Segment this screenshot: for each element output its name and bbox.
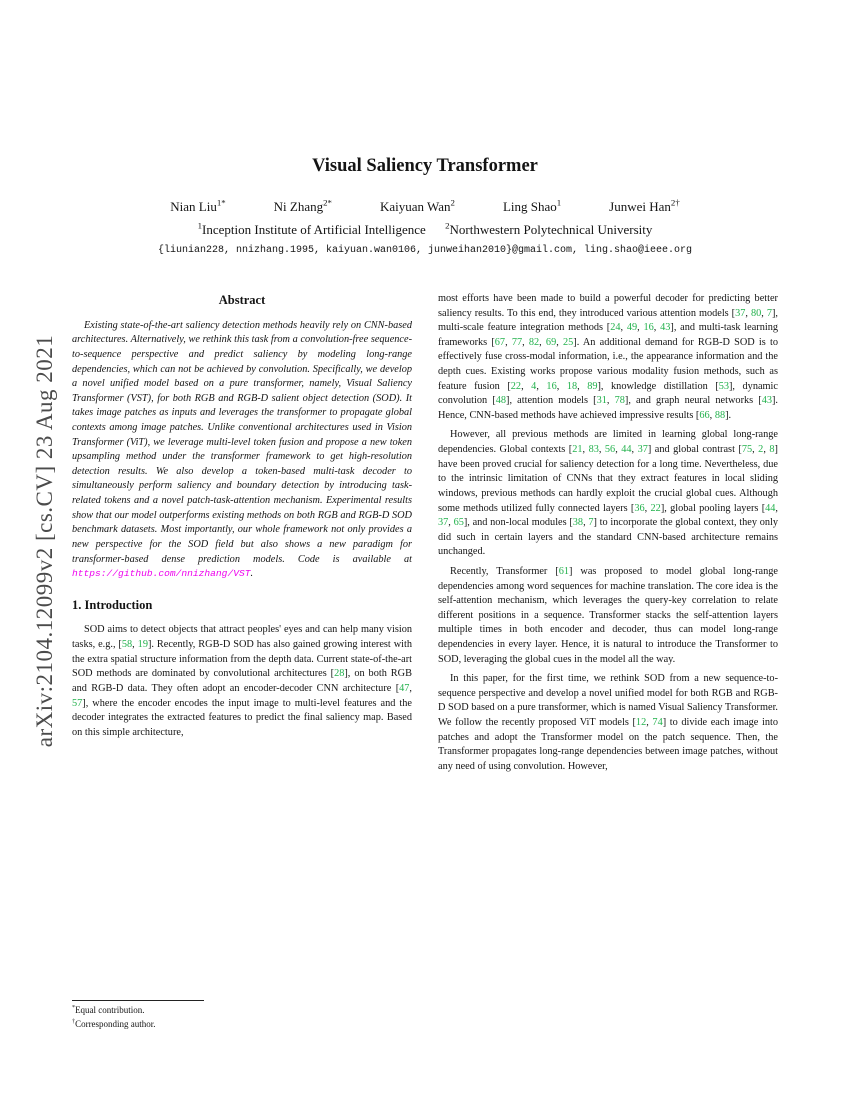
citation-link[interactable]: 75 xyxy=(741,444,753,456)
citation-link[interactable]: 66 xyxy=(699,409,710,421)
right-column xyxy=(438,292,778,780)
citation-link[interactable]: 43 xyxy=(761,395,772,407)
intro-paragraph: SOD aims to detect objects that attract peoples' eyes and can help many vision tasks, e.g., [58, 19]. Recently, RGB-D SOD has also gained growing interest with the extra spatial structure information from the depth data. Current state-of-the-art SOD methods are dominated by convolutional architectures [28], on both RGB and RGB-D data. They often adopt an encoder-decoder CNN architecture [47, 57], where the encoder encodes the input image to multi-level features and the decoder integrates the extracted features to predict the final saliency map. Based on this simple architecture, xyxy=(72,624,413,738)
affiliation-text: Inception Institute of Artificial Intelligence xyxy=(202,222,426,237)
citation-link[interactable]: 7 xyxy=(588,517,594,529)
author-name xyxy=(380,199,455,215)
author-affmark: 1* xyxy=(216,197,226,208)
citation-link[interactable]: 31 xyxy=(596,395,607,407)
author-name xyxy=(609,199,680,215)
author-affmark: 2 xyxy=(450,197,455,208)
footnote-marker: * xyxy=(72,1005,76,1011)
affiliation-text: Northwestern Polytechnical University xyxy=(449,222,653,237)
citation-link[interactable]: 47 xyxy=(399,682,410,694)
citation-link[interactable]: 16 xyxy=(546,380,557,392)
affiliation-mark: 1 xyxy=(197,220,203,231)
citation-link[interactable]: 21 xyxy=(572,444,583,456)
citation-link[interactable]: 24 xyxy=(610,322,621,334)
citation-link[interactable]: 82 xyxy=(528,336,540,348)
citation-link[interactable]: 38 xyxy=(572,517,584,529)
citation-link[interactable]: 12 xyxy=(635,717,647,729)
footnote-text: Corresponding author. xyxy=(75,1018,156,1029)
affiliation-list xyxy=(0,222,850,238)
abstract-text: Existing state-of-the-art saliency detection methods heavily rely on CNN-based architectures. Alternatively, we rethink this task from a convolution-free sequence-to-sequence perspective and predict saliency by modeling long-range dependencies, which can not be achieved by convolution. Specifically, we develop a novel unified model based on a pure transformer, namely, Visual Saliency Transformer (VST), for both RGB and RGB-D salient object detection (SOD). It takes image patches as inputs and leverages the transformer to propagate global contexts among image patches. Unlike conventional architectures used in Vision Transformer (ViT), we leverage multi-level token fusion and propose a new token upsampling method under the transformer framework to get high-resolution detection results. We also develop a token-based multi-task decoder to simultaneously perform saliency and boundary detection by introducing task-related tokens and a novel patch-task-attention mechanism. Experimental results show that our model outperforms existing methods on both RGB and RGB-D SOD benchmark datasets. Most importantly, our whole framework not only provides a new perspective for the SOD field but also shows a new paradigm for transformer-based dense prediction models. Code is available at https://github.com/nnizhang/VST. xyxy=(72,319,412,580)
citation-link[interactable]: 44 xyxy=(621,444,632,456)
affiliation xyxy=(198,222,426,237)
citation-link[interactable]: 48 xyxy=(495,395,507,407)
citation-link[interactable]: 22 xyxy=(510,380,522,392)
citation-link[interactable]: 37 xyxy=(438,517,449,529)
author-text: Ni Zhang xyxy=(273,199,324,214)
citation-link[interactable]: 37 xyxy=(637,444,648,456)
author-emails: {liunian228, nnizhang.1995, kaiyuan.wan0106, junweihan2010}@gmail.com, ling.shao@ieee.org xyxy=(157,245,693,256)
citation-link[interactable]: 44 xyxy=(765,502,776,514)
section-heading-introduction: 1. Introduction xyxy=(72,597,153,612)
author-affmark: 2* xyxy=(323,197,332,208)
citation-link[interactable]: 36 xyxy=(634,502,645,514)
footnote-rule xyxy=(72,1000,204,1001)
citation-link[interactable]: 58 xyxy=(121,639,133,651)
author-affmark: 1 xyxy=(556,197,562,208)
citation-link[interactable]: 88 xyxy=(714,409,726,421)
citation-link[interactable]: 43 xyxy=(660,322,671,334)
citation-link[interactable]: 19 xyxy=(137,639,148,651)
citation-link[interactable]: 67 xyxy=(494,336,506,348)
author-name xyxy=(170,199,225,215)
author-text: Junwei Han xyxy=(609,199,671,214)
footnote-marker: † xyxy=(72,1018,76,1025)
body-paragraph: However, all previous methods are limited in learning global long-range dependencies. Global contexts [21, 83, 56, 44, 37] and global contrast [75, 2, 8] have been proved crucial for saliency detection for a long time. Nevertheless, due to the intrinsic limitation of CNNs that they extract features in local sliding windows, previous methods can hardly exploit the crucial global cues. Although some methods utilized fully connected layers [36, 22], global pooling layers [44, 37, 65], and non-local modules [38, 7] to incorporate the global context, they only did such in certain layers and the standard CNN-based architecture remains unchanged. xyxy=(438,429,778,558)
citation-link[interactable]: 8 xyxy=(769,444,775,456)
author-text: Ling Shao xyxy=(502,199,557,214)
citation-link[interactable]: 74 xyxy=(652,717,663,729)
citation-link[interactable]: 78 xyxy=(614,395,625,407)
abstract-heading: Abstract xyxy=(218,293,266,307)
footnote-corresponding-author xyxy=(72,1018,412,1032)
footnote-text: Equal contribution. xyxy=(75,1005,145,1015)
affiliation xyxy=(445,222,652,237)
author-text: Kaiyuan Wan xyxy=(379,199,451,214)
arxiv-watermark: arXiv:2104.12099v2 [cs.CV] 23 Aug 2021 xyxy=(32,334,57,748)
body-paragraph: most efforts have been made to build a powerful decoder for predicting better saliency results. To this end, they introduced various attention models [37, 80, 7], multi-scale feature integration methods [24, 49, 16, 43], and multi-task learning frameworks [67, 77, 82, 69, 25]. An additional demand for RGB-D SOD is to effectively fuse cross-modal information, i.e., the appearance information and the depth cues. Existing works propose various modality fusion methods, such as feature fusion [22, 4, 16, 18, 89], knowledge distillation [53], dynamic convolution [48], attention models [31, 78], and graph neural networks [43]. Hence, CNN-based methods have achieved impressive results [66, 88]. xyxy=(438,293,779,421)
citation-link[interactable]: 83 xyxy=(588,444,599,456)
citation-link[interactable]: 18 xyxy=(566,380,578,392)
citation-link[interactable]: 37 xyxy=(735,307,746,319)
citation-link[interactable]: 2 xyxy=(758,444,764,456)
citation-link[interactable]: 49 xyxy=(626,322,638,334)
affiliation-mark: 2 xyxy=(445,220,450,231)
body-paragraph: In this paper, for the first time, we rethink SOD from a new sequence-to-sequence perspective and develop a novel unified model for both RGB and RGB-D SOD based on a pure transformer, which is named Visual Saliency Transformer. We follow the recently proposed ViT models [12, 74] to divide each image into patches and adopt the Transformer model on the patch sequence. Then, the Transformer propagates long-range dependencies between image patches, without any need of using convolution. However, xyxy=(438,673,779,772)
author-name xyxy=(274,199,332,215)
citation-link[interactable]: 56 xyxy=(604,444,616,456)
citation-link[interactable]: 53 xyxy=(718,380,729,392)
two-column-body xyxy=(72,292,778,780)
paper-title: Visual Saliency Transformer xyxy=(312,156,538,177)
citation-link[interactable]: 89 xyxy=(587,380,598,392)
citation-link[interactable]: 61 xyxy=(558,565,570,577)
citation-link[interactable]: 28 xyxy=(334,668,345,680)
citation-link[interactable]: 77 xyxy=(511,336,523,348)
citation-link[interactable]: 22 xyxy=(650,502,661,514)
citation-link[interactable]: 4 xyxy=(531,380,537,392)
author-list xyxy=(0,199,850,215)
left-column xyxy=(72,292,412,780)
citation-link[interactable]: 69 xyxy=(545,336,557,348)
footnotes xyxy=(72,1000,412,1031)
citation-link[interactable]: 57 xyxy=(72,697,83,709)
code-url-link[interactable]: https://github.com/nnizhang/VST xyxy=(72,568,251,580)
author-text: Nian Liu xyxy=(170,199,217,214)
citation-link[interactable]: 65 xyxy=(453,517,464,529)
citation-link[interactable]: 80 xyxy=(750,307,762,319)
citation-link[interactable]: 25 xyxy=(562,336,574,348)
author-affmark: 2† xyxy=(670,197,680,208)
citation-link[interactable]: 7 xyxy=(766,307,772,319)
citation-link[interactable]: 16 xyxy=(643,322,654,334)
footnote-equal-contribution xyxy=(72,1004,412,1018)
author-name xyxy=(503,199,561,215)
body-paragraph: Recently, Transformer [61] was proposed to model global long-range dependencies among word sequences for machine translation. The core idea is the self-attention mechanism, which leverages the query-key correlation to relate different positions in a sequence. Transformer stacks the self-attention layers multiple times in both encoder and decoder, thus can model long-range dependencies in every layer. Hence, it is natural to introduce the Transformer to SOD, leveraging the global cues in the model all the way. xyxy=(438,565,778,665)
